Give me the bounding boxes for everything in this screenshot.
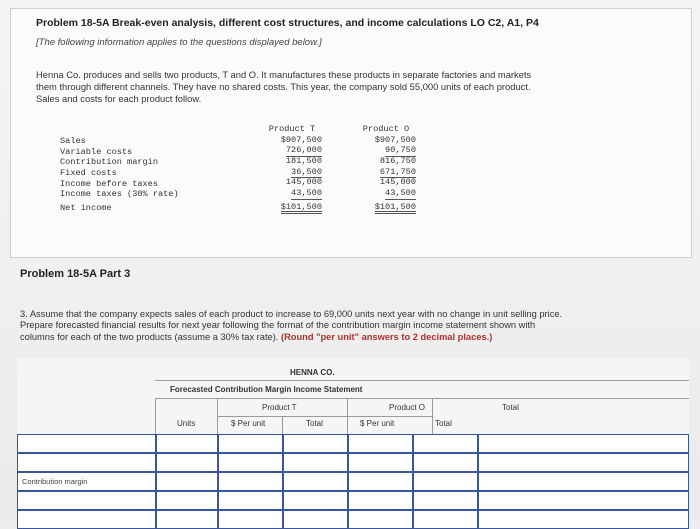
product-o-value: 145,000 [379,177,416,188]
total-t-input[interactable] [283,491,348,510]
per-unit-o-input[interactable] [348,510,413,529]
divider [155,398,156,434]
total-t-input[interactable] [283,434,348,453]
intro-line: Sales and costs for each product follow. [36,93,202,104]
contribution-margin-label: Contribution margin [17,472,156,491]
total-input[interactable] [478,491,689,510]
divider [217,398,218,434]
row-label-fixed-costs: Fixed costs [60,168,117,179]
rounding-instruction: (Round "per unit" answers to 2 decimal places.) [280,331,493,342]
statement-company: HENNA CO. [290,368,335,377]
question-line: columns for each of the two products (assume a 30% tax rate). [20,331,279,342]
product-o-value: $101,500 [374,201,416,212]
line-item-label-input[interactable] [17,434,156,453]
intro-line: Henna Co. produces and sells two products, T and O. It manufactures these products in separate factories and markets [36,69,532,80]
row-label-variable-costs: Variable costs [60,146,133,157]
product-t-value: 145,000 [285,177,322,188]
line-item-label-input[interactable] [17,453,156,472]
total-input[interactable] [478,472,689,491]
product-t-value: 181,500 [285,156,322,167]
question-line: 3. Assume that the company expects sales of each product to increase to 69,000 units next year with no change in unit selling price. [20,309,563,319]
per-unit-o-input[interactable] [348,434,413,453]
product-o-value: 90,750 [385,145,416,156]
product-t-value: $101,500 [280,201,322,212]
row-label-net-income: Net income [60,203,112,214]
total-o-input[interactable] [413,472,478,491]
data-row-labels [60,136,179,217]
product-o-value: 43,500 [385,188,416,199]
per-unit-t-input[interactable] [218,453,283,472]
divider [432,398,433,434]
product-o-header: Product O [362,124,410,134]
row-label-income-before-taxes: Income before taxes [60,178,158,189]
units-input[interactable] [156,510,218,529]
total-t-input[interactable] [283,472,348,491]
total-t-input[interactable] [283,453,348,472]
per-unit-t-input[interactable] [218,491,283,510]
product-o-group-header: Product O [389,403,426,412]
income-statement-table [17,358,689,519]
units-input[interactable] [156,453,218,472]
divider [155,398,689,399]
problem-intro [36,69,666,105]
total-input[interactable] [478,510,689,529]
statement-title: Forecasted Contribution Margin Income Statement [170,385,363,394]
problem-subtitle: [The following information applies to the questions displayed below.] [36,37,322,48]
per-unit-t-header: $ Per unit [231,419,266,428]
units-header: Units [177,419,196,428]
units-input[interactable] [156,434,218,453]
per-unit-t-input[interactable] [218,472,283,491]
question-text [20,309,692,343]
product-o-column [356,124,416,213]
total-header: Total [502,403,519,412]
product-t-group-header: Product T [262,403,297,412]
line-item-label-input[interactable] [17,510,156,529]
total-o-input[interactable] [413,510,478,529]
product-t-value: 726,000 [285,145,322,156]
row-label-contribution-margin: Contribution margin [60,157,158,168]
product-o-value: $907,500 [374,134,416,145]
problem-title: Problem 18-5A Break-even analysis, different cost structures, and income calculations LO C2, A1, P4 [36,17,539,29]
per-unit-t-input[interactable] [218,510,283,529]
per-unit-o-input[interactable] [348,491,413,510]
total-o-header: Total [435,419,452,428]
product-t-column [262,124,322,213]
units-input[interactable] [156,472,218,491]
product-t-value: $907,500 [280,134,322,145]
question-line: Prepare forecasted financial results for next year following the format of the contribution margin income statement shown with [20,320,536,331]
part-title: Problem 18-5A Part 3 [20,268,131,280]
total-o-input[interactable] [413,491,478,510]
intro-line: them through different channels. They have no shared costs. This year, the company sold 55,000 units of each product. [36,81,531,92]
units-input[interactable] [156,491,218,510]
product-o-value: 671,750 [379,166,416,177]
line-item-label-input[interactable] [17,491,156,510]
total-input[interactable] [478,434,689,453]
per-unit-t-input[interactable] [218,434,283,453]
divider [347,398,348,434]
total-input[interactable] [478,453,689,472]
per-unit-o-header: $ Per unit [360,419,395,428]
divider [282,416,283,434]
per-unit-o-input[interactable] [348,453,413,472]
total-o-input[interactable] [413,453,478,472]
total-t-input[interactable] [283,510,348,529]
total-o-input[interactable] [413,434,478,453]
divider [217,416,432,417]
row-label-sales: Sales [60,136,86,146]
per-unit-o-input[interactable] [348,472,413,491]
row-label-income-taxes: Income taxes (30% rate) [60,189,179,200]
product-t-header: Product T [268,124,316,134]
divider [155,380,689,381]
product-t-value: 36,500 [291,166,322,177]
total-t-header: Total [306,419,323,428]
product-o-value: 816,750 [379,156,416,167]
product-t-value: 43,500 [291,188,322,199]
